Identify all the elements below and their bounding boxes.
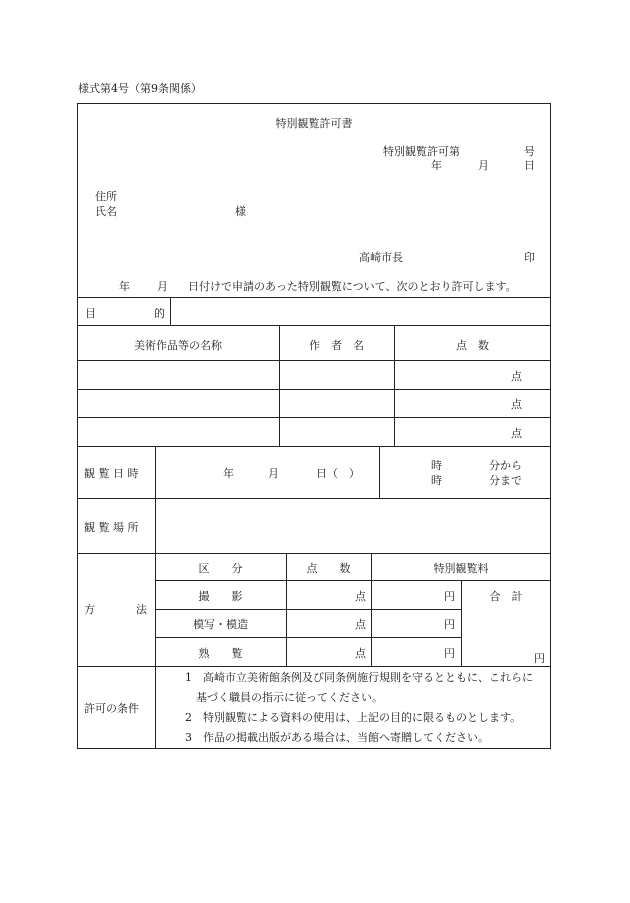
time-to-hour: 時 (431, 474, 442, 487)
works-col-count: 点 数 (456, 339, 489, 352)
time-from-minute: 分から (489, 459, 522, 472)
time-from-hour: 時 (431, 459, 442, 472)
method-copy-yen: 円 (444, 618, 455, 631)
honorific-sama: 様 (235, 205, 246, 218)
rule-method-bottom (77, 666, 551, 667)
method-kind-study: 熟 覧 (198, 647, 243, 660)
method-kind-photo: 撮 影 (198, 590, 243, 603)
method-study-unit: 点 (355, 647, 366, 660)
condition-item-3: 3 作品の掲載出版がある場合は、当館へ寄贈してください。 (185, 731, 489, 744)
datetime-month: 月 (268, 467, 279, 480)
method-label-a: 方 (84, 603, 95, 616)
permit-number-prefix: 特別観覧許可第 (383, 145, 460, 158)
method-col-kubun: 区 分 (198, 562, 243, 575)
purpose-label-a: 目 (85, 307, 96, 320)
method-label-b: 法 (136, 603, 147, 616)
condition-item-1-cont: 基づく職員の指示に従ってください。 (185, 691, 383, 704)
rule-datetime-divider (379, 446, 380, 498)
method-col-fee: 特別観覧料 (433, 562, 489, 575)
place-label: 観 覧 場 所 (84, 521, 139, 534)
method-study-yen: 円 (444, 647, 455, 660)
datetime-day: 日（ ） (316, 467, 360, 480)
method-total-yen: 円 (534, 652, 545, 665)
issue-year-label: 年 (431, 159, 442, 172)
rule-purpose-bottom (77, 325, 551, 326)
rule-datetime-bottom (77, 498, 551, 499)
issuer-mayor: 高崎市長 (359, 251, 403, 264)
purpose-label-b: 的 (154, 307, 165, 320)
method-photo-unit: 点 (355, 590, 366, 603)
condition-item-2: 2 特別観覧による資料の使用は、上記の目的に限るものとします。 (185, 711, 522, 724)
rule-place-bottom (77, 553, 551, 554)
seal-mark: 印 (524, 251, 535, 264)
rule-header-bottom (77, 297, 551, 298)
method-photo-yen: 円 (444, 590, 455, 603)
works-row3-unit: 点 (511, 427, 522, 440)
permit-number-suffix: 号 (524, 145, 535, 158)
works-row2-unit: 点 (511, 398, 522, 411)
issue-day-label: 日 (524, 159, 535, 172)
method-total-label: 合 計 (489, 590, 523, 603)
form-number-label: 様式第4号（第9条関係） (78, 82, 202, 95)
rule-method-row2-bottom (155, 637, 461, 638)
permit-form-frame (77, 103, 551, 749)
rule-works-row2-bottom (77, 417, 551, 418)
rule-purpose-divider (170, 297, 171, 325)
intro-statement: 日付けで申請のあった特別観覧について、次のとおり許可します。 (188, 280, 517, 293)
address-label: 住所 (95, 190, 117, 203)
works-col-author: 作 者 名 (309, 339, 364, 352)
datetime-label: 観 覧 日 時 (84, 467, 139, 480)
datetime-year: 年 (223, 467, 234, 480)
time-to-minute: 分まで (489, 474, 522, 487)
works-row1-unit: 点 (511, 370, 522, 383)
condition-item-1: 1 高崎市立美術館条例及び同条例施行規則を守るとともに、これらに (185, 671, 533, 684)
method-col-count: 点 数 (306, 562, 351, 575)
document-title: 特別観覧許可書 (275, 117, 353, 130)
intro-year: 年 (119, 280, 130, 293)
works-col-name: 美術作品等の名称 (134, 339, 222, 352)
rule-method-row1-bottom (155, 609, 461, 610)
method-copy-unit: 点 (355, 618, 366, 631)
rule-method-header-bottom (155, 580, 551, 581)
conditions-label: 許可の条件 (84, 702, 139, 715)
method-kind-copy: 模写・模造 (193, 618, 248, 631)
rule-works-header-bottom (77, 360, 551, 361)
intro-month: 月 (157, 280, 168, 293)
rule-works-row1-bottom (77, 389, 551, 390)
issue-month-label: 月 (478, 159, 489, 172)
rule-works-row3-bottom (77, 446, 551, 447)
name-label: 氏名 (95, 205, 117, 218)
